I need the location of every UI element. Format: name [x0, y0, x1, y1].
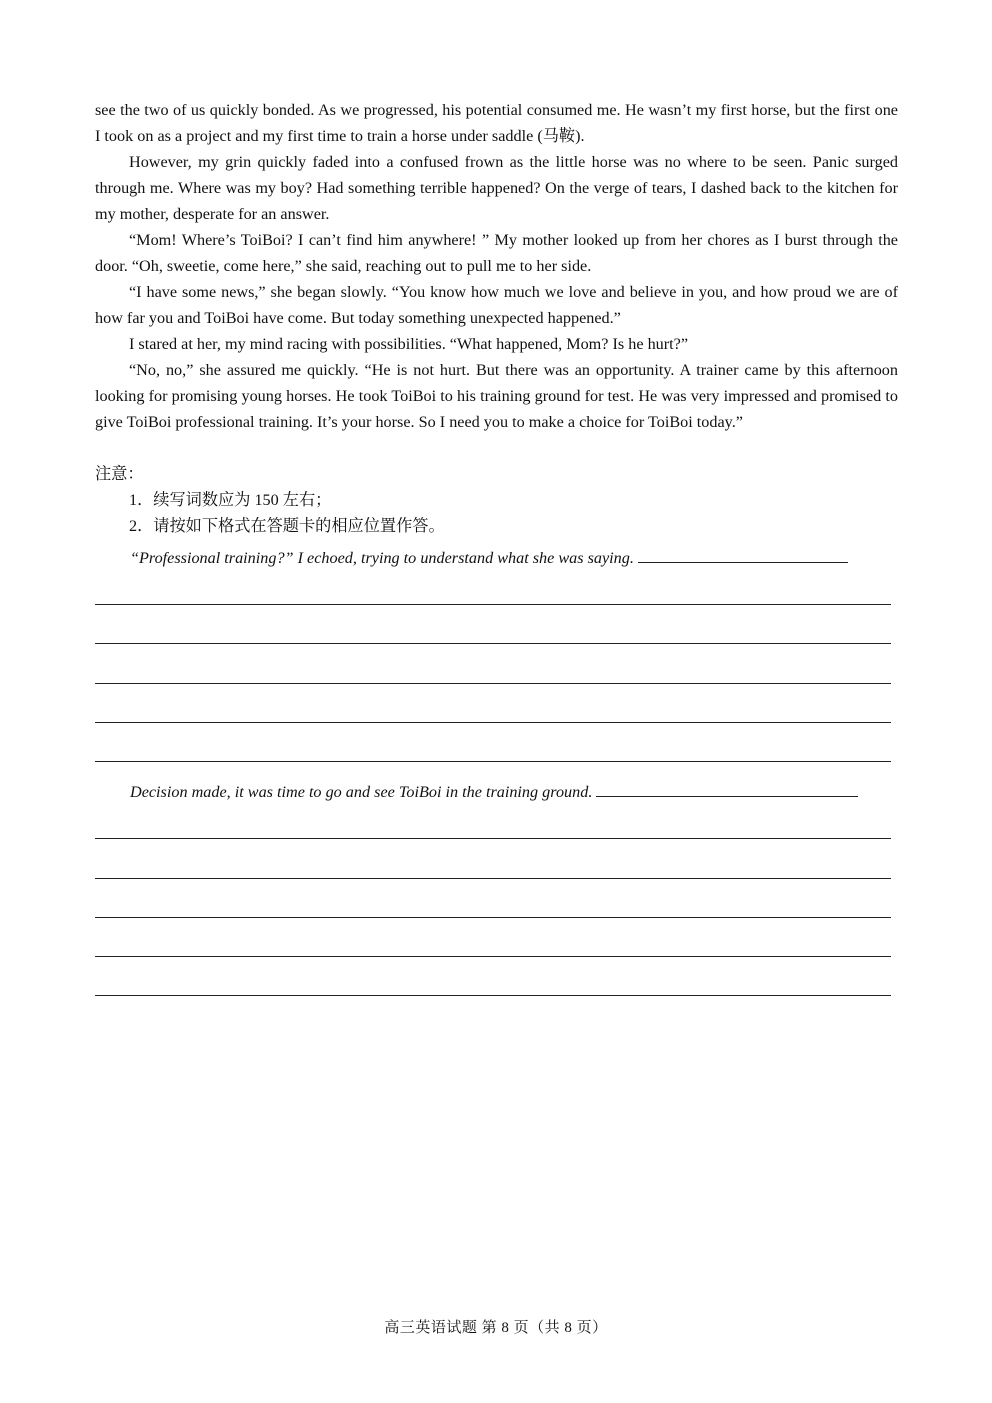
paragraph-6: “No, no,” she assured me quickly. “He is not hurt. But there was an opportunity. A trainer came by this afternoon looking for promising young horses. He took ToiBoi to his training ground for test. He was very impressed and promised to give ToiBoi professional training. It’s your horse. So I need you to make a choice for ToiBoi today.”: [95, 361, 898, 431]
prompt-2-text: Decision made, it was time to go and see ToiBoi in the training ground.: [130, 783, 593, 801]
answer-line[interactable]: [95, 722, 891, 723]
answer-line[interactable]: [95, 956, 891, 957]
paragraph-5: I stared at her, my mind racing with possibilities. “What happened, Mom? Is he hurt?”: [129, 335, 689, 353]
note-item: 2．请按如下格式在答题卡的相应位置作答。: [129, 517, 445, 535]
notes-heading: 注意：: [95, 465, 144, 483]
prompt-1-text: “Professional training?” I echoed, trying to understand what she was saying.: [130, 549, 634, 567]
answer-line[interactable]: [95, 643, 891, 644]
paragraph-4: “I have some news,” she began slowly. “You know how much we love and believe in you, and how proud we are of how far you and ToiBoi have come. But today something unexpected happened.”: [95, 283, 898, 327]
answer-line[interactable]: [95, 878, 891, 879]
answer-line[interactable]: [95, 917, 891, 918]
answer-line[interactable]: [95, 995, 891, 996]
answer-line[interactable]: [95, 683, 891, 684]
answer-line[interactable]: [95, 838, 891, 839]
page-footer: 高三英语试题 第 8 页（共 8 页）: [384, 1320, 608, 1336]
answer-line[interactable]: [596, 782, 858, 797]
paragraph-2: However, my grin quickly faded into a confused frown as the little horse was no where to be seen. Panic surged through me. Where was my boy? Had something terrible happened? On the verge of tears, I dashed back to the kitchen for my mother, desperate for an answer.: [95, 153, 898, 223]
note-item: 1．续写词数应为 150 左右；: [129, 491, 332, 509]
answer-line[interactable]: [95, 604, 891, 605]
continuation-prompt-1: [130, 547, 848, 569]
story-text: [95, 97, 898, 435]
paragraph-3: “Mom! Where’s ToiBoi? I can’t find him anywhere! ” My mother looked up from her chores as I burst through the door. “Oh, sweetie, come here,” she said, reaching out to pull me to her side.: [95, 231, 898, 275]
paragraph-1: see the two of us quickly bonded. As we progressed, his potential consumed me. He wasn’t my first horse, but the first one I took on as a project and my first time to train a horse under saddle (马鞍).: [95, 101, 898, 145]
notes-section: [95, 461, 898, 539]
answer-line[interactable]: [638, 548, 848, 563]
continuation-prompt-2: [130, 781, 858, 803]
answer-line[interactable]: [95, 761, 891, 762]
